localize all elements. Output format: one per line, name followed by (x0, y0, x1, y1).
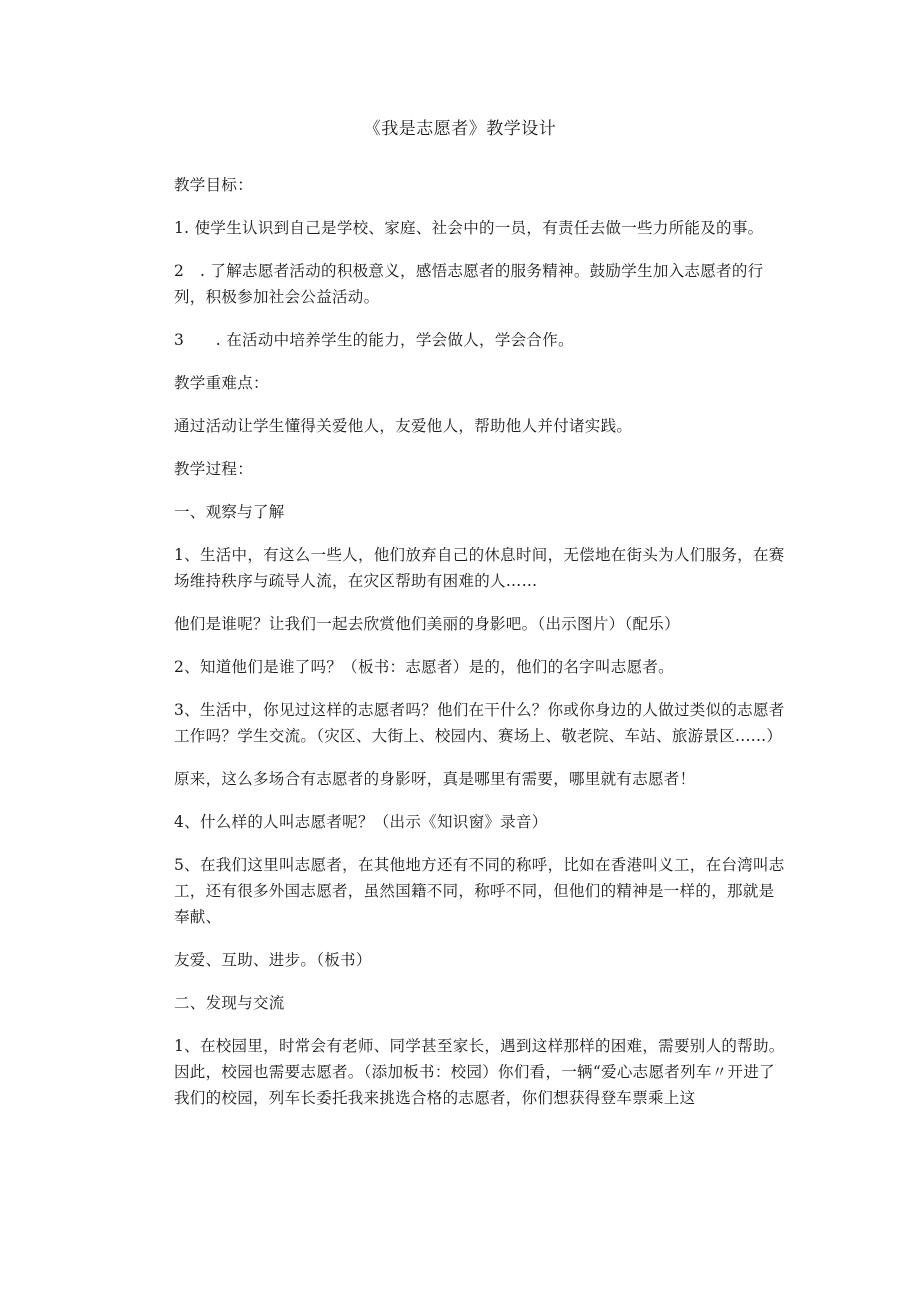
section-heading-1: 一、观察与了解 (174, 503, 285, 521)
key-points-text: 通过活动让学生懂得关爱他人，友爱他人，帮助他人并付诸实践。 (174, 417, 633, 435)
goal-item-3: 3 . 在活动中培养学生的能力，学会做人，学会合作。 (174, 331, 574, 349)
heading-teaching-goals: 教学目标： (174, 176, 254, 194)
goal-item-2: 2 . 了解志愿者活动的积极意义，感悟志愿者的服务精神。鼓励学生加入志愿者的行列，积极参加社会公益活动。 (174, 262, 764, 306)
process-paragraph-3: 2、知道他们是谁了吗？（板书：志愿者）是的，他们的名字叫志愿者。 (174, 658, 674, 676)
process-paragraph-1: 1、生活中，有这么一些人，他们放弃自己的休息时间，无偿地在街头为人们服务，在赛场维持秩序与疏导人流，在灾区帮助有困难的人…… (174, 546, 785, 590)
heading-key-points: 教学重难点： (174, 374, 269, 392)
process-paragraph-7: 5、在我们这里叫志愿者，在其他地方还有不同的称呼，比如在香港叫义工，在台湾叫志工，还有很多外国志愿者，虽然国籍不同，称呼不同，但他们的精神是一样的，那就是奉献、 (174, 856, 785, 926)
process-paragraph-5: 原来，这么多场合有志愿者的身影呀，真是哪里有需要，哪里就有志愿者！ (174, 770, 696, 788)
process-paragraph-8: 友爱、互助、进步。（板书） (174, 951, 372, 969)
heading-teaching-process: 教学过程： (174, 460, 254, 478)
goal-item-1: 1. 使学生认识到自己是学校、家庭、社会中的一员，有责任去做一些力所能及的事。 (174, 219, 764, 237)
process-paragraph-6: 4、什么样的人叫志愿者呢？（出示《知识窗》录音） (174, 813, 548, 831)
process-paragraph-4: 3、生活中，你见过这样的志愿者吗？他们在干什么？你或你身边的人做过类似的志愿者工作吗？学生交流。（灾区、大街上、校园内、赛场上、敬老院、车站、旅游景区......） (174, 701, 785, 745)
process-paragraph-9: 1、在校园里，时常会有老师、同学甚至家长，遇到这样那样的困难，需要别人的帮助。因此，校园也需要志愿者。（添加板书：校园）你们看，一辆“爱心志愿者列车〃开进了我们的校园，列车长委托我来挑选合格的志愿者，你们想获得登车票乘上这 (174, 1037, 785, 1107)
process-paragraph-2: 他们是谁呢？让我们一起去欣赏他们美丽的身影吧。（出示图片）（配乐） (174, 615, 680, 633)
section-heading-2: 二、发现与交流 (174, 994, 285, 1012)
document-title: 《我是志愿者》教学设计 (363, 119, 557, 139)
document-body (174, 172, 786, 1128)
